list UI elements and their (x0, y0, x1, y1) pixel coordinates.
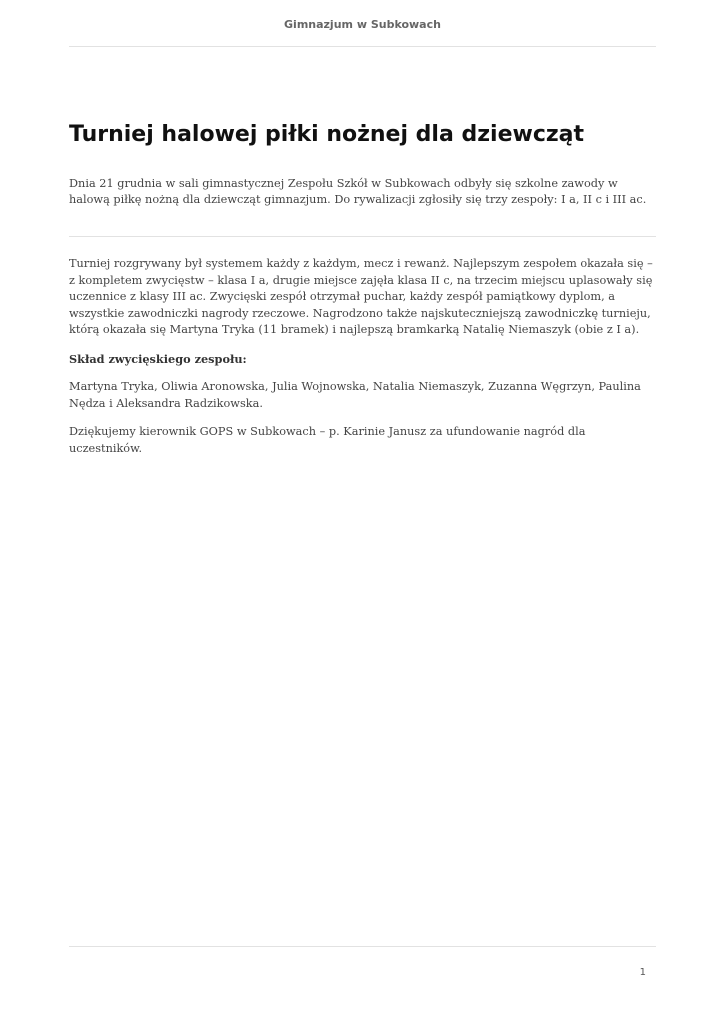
footer-divider (69, 946, 656, 947)
header-divider (69, 46, 656, 47)
article-lead: Dnia 21 grudnia w sali gimnastycznej Zespołu Szkół w Subkowach odbyły się szkolne zawody w halową piłkę nożną dla dziewcząt gimnazjum. Do rywalizacji zgłosiły się trzy zespoły: I a, II c i III ac. (69, 177, 647, 206)
team-heading: Skład zwycięskiego zespołu: (69, 351, 247, 366)
article-title: Turniej halowej piłki nożnej dla dziewcząt (69, 122, 585, 147)
content-divider (69, 236, 656, 237)
thanks-paragraph: Dziękujemy kierownik GOPS w Subkowach – p. Karinie Janusz za ufundowanie nagród dla uczestników. (69, 425, 586, 455)
page-number: 1 (639, 967, 646, 978)
article-body (69, 256, 659, 469)
site-header-title: Gimnazjum w Subkowach (284, 18, 441, 31)
article-paragraph-results: Turniej rozgrywany był systemem każdy z każdym, mecz i rewanż. Najlepszym zespołem okazała się – z kompletem zwycięstw – klasa I a, drugie miejsce zajęła klasa II c, na trzecim miejscu uplasowały się uczennice z klasy III ac. Zwycięski zespół otrzymał puchar, każdy zespół pamiątkowy dyplom, a wszystkie zawodniczki nagrody rzeczowe. Nagrodzono także najskuteczniejszą zawodniczkę turnieju, którą okazała się Martyna Tryka (11 bramek) i najlepszą bramkarką Natalię Niemaszyk (obie z I a). (69, 257, 653, 336)
team-members: Martyna Tryka, Oliwia Aronowska, Julia Wojnowska, Natalia Niemaszyk, Zuzanna Węgrzyn, Paulina Nędza i Aleksandra Radzikowska. (69, 380, 641, 410)
